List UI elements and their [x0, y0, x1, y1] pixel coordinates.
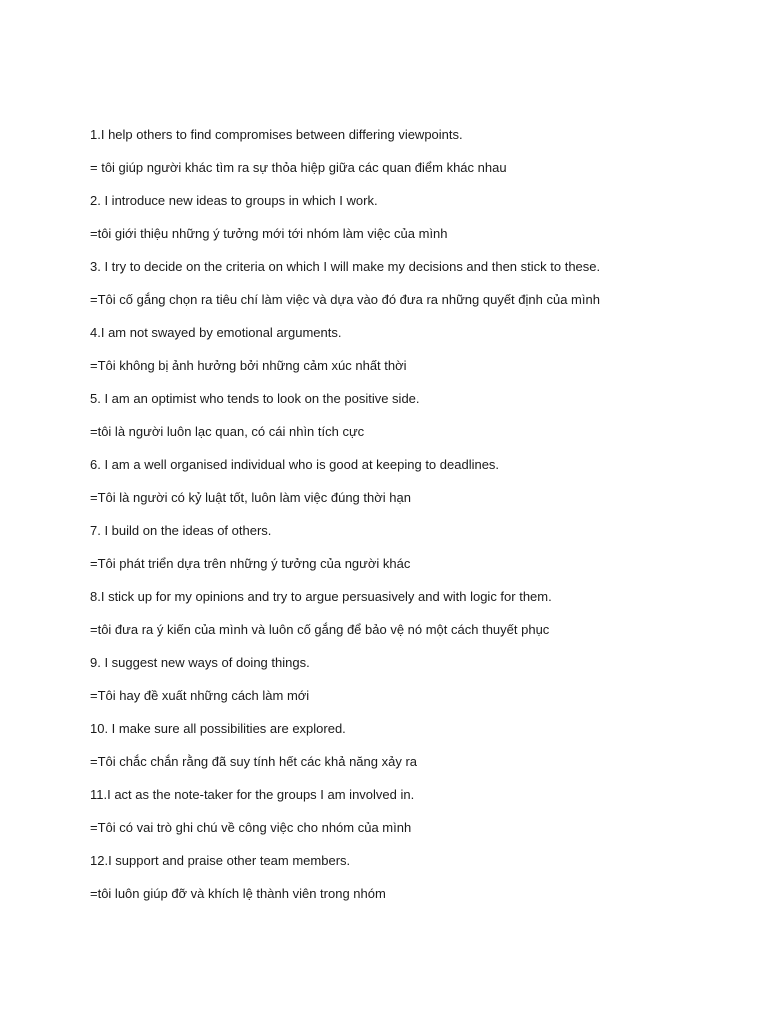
statement-1-vietnamese: = tôi giúp người khác tìm ra sự thỏa hiệp giữa các quan điểm khác nhau [90, 160, 507, 175]
statement-5-vietnamese: =tôi là người luôn lạc quan, có cái nhìn tích cực [90, 424, 365, 439]
statement-8-english: 8.I stick up for my opinions and try to argue persuasively and with logic for them. [90, 589, 552, 604]
statement-3-vietnamese: =Tôi cố gắng chọn ra tiêu chí làm việc và dựa vào đó đưa ra những quyết định của mình [90, 292, 600, 307]
statement-1-english: 1.I help others to find compromises between differing viewpoints. [90, 127, 463, 142]
statement-12-english: 12.I support and praise other team members. [90, 853, 351, 868]
statement-8-vietnamese: =tôi đưa ra ý kiến của mình và luôn cố gắng để bảo vệ nó một cách thuyết phục [90, 622, 550, 637]
statement-2-vietnamese: =tôi giới thiệu những ý tưởng mới tới nhóm làm việc của mình [90, 226, 448, 241]
statement-7-english: 7. I build on the ideas of others. [90, 523, 272, 538]
statement-9-vietnamese: =Tôi hay đề xuất những cách làm mới [90, 688, 310, 703]
statement-11-vietnamese: =Tôi có vai trò ghi chú về công việc cho nhóm của mình [90, 820, 412, 835]
statement-5-english: 5. I am an optimist who tends to look on the positive side. [90, 391, 420, 406]
statement-9-english: 9. I suggest new ways of doing things. [90, 655, 310, 670]
statement-7-vietnamese: =Tôi phát triển dựa trên những ý tưởng của người khác [90, 556, 411, 571]
statement-3-english: 3. I try to decide on the criteria on which I will make my decisions and then stick to these. [90, 259, 601, 274]
statement-6-english: 6. I am a well organised individual who is good at keeping to deadlines. [90, 457, 500, 472]
statement-10-vietnamese: =Tôi chắc chắn rằng đã suy tính hết các khả năng xảy ra [90, 754, 418, 769]
statement-11-english: 11.I act as the note-taker for the groups I am involved in. [90, 787, 415, 802]
statement-4-english: 4.I am not swayed by emotional arguments. [90, 325, 342, 340]
statement-2-english: 2. I introduce new ideas to groups in which I work. [90, 193, 378, 208]
statement-4-vietnamese: =Tôi không bị ảnh hưởng bởi những cảm xúc nhất thời [90, 358, 407, 373]
statement-12-vietnamese: =tôi luôn giúp đỡ và khích lệ thành viên trong nhóm [90, 886, 386, 901]
document-body [90, 125, 730, 917]
statement-10-english: 10. I make sure all possibilities are explored. [90, 721, 346, 736]
statement-6-vietnamese: =Tôi là người có kỷ luật tốt, luôn làm việc đúng thời hạn [90, 490, 411, 505]
